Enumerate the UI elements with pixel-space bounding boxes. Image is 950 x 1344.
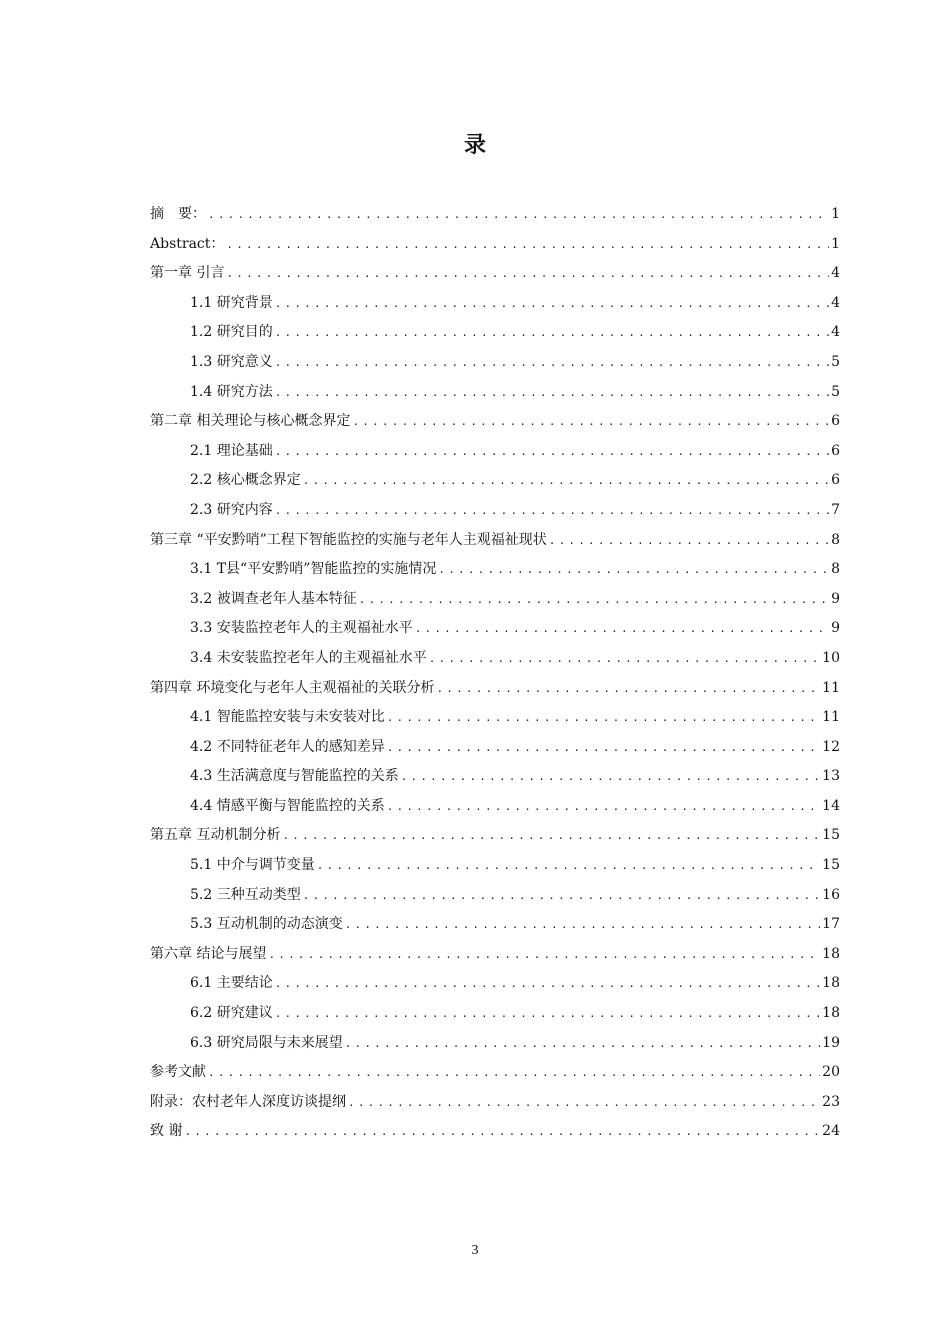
toc-leader-dots <box>415 622 829 635</box>
toc-leader-dots <box>226 238 829 251</box>
toc-entry-page: 8 <box>831 531 840 548</box>
toc-leader-dots <box>387 800 820 813</box>
toc-entry-label: 摘 要： <box>150 206 206 222</box>
page-number: 3 <box>471 1243 479 1258</box>
toc-entry-page: 16 <box>822 886 840 903</box>
toc-entry-label: 第三章 “平安黔哨”工程下智能监控的实施与老年人主观福祉现状 <box>150 531 547 548</box>
toc-entry <box>150 588 840 618</box>
toc-entry-label: Abstract： <box>150 235 225 252</box>
toc-entry-page: 5 <box>831 353 840 370</box>
toc-entry <box>150 233 840 263</box>
toc-entry-label: 1.3 研究意义 <box>190 353 273 370</box>
toc-entry-page: 18 <box>822 1005 840 1022</box>
toc-entry <box>150 884 840 914</box>
toc-entry-label: 2.1 理论基础 <box>190 442 273 459</box>
toc-leader-dots <box>348 1096 820 1109</box>
toc-leader-dots <box>401 770 820 783</box>
toc-entry-label: 2.2 核心概念界定 <box>190 472 301 489</box>
toc-entry-label: 4.3 生活满意度与智能监控的关系 <box>190 768 399 785</box>
toc-entry-label: 2.3 研究内容 <box>190 501 273 518</box>
toc-entry-label: 4.2 不同特征老年人的感知差异 <box>190 738 385 755</box>
toc-entry <box>150 1091 840 1121</box>
toc-entry-page: 8 <box>831 561 840 578</box>
toc-entry-page: 11 <box>822 679 840 696</box>
toc-leader-dots <box>275 1007 820 1020</box>
toc-entry-label: 第六章 结论与展望 <box>150 945 267 962</box>
toc-entry <box>150 381 840 411</box>
toc-leader-dots <box>275 356 829 369</box>
toc-leader-dots <box>429 652 820 665</box>
toc-entry-page: 12 <box>822 738 840 755</box>
toc-entry-label: 参考文献 <box>150 1064 206 1081</box>
toc-leader-dots <box>226 267 829 280</box>
toc-entry <box>150 321 840 351</box>
toc-entry-page: 15 <box>822 857 840 874</box>
toc-entry-page: 19 <box>822 1034 840 1051</box>
toc-leader-dots <box>208 1066 820 1079</box>
toc-entry <box>150 1061 840 1091</box>
toc-entry <box>150 972 840 1002</box>
toc-leader-dots <box>317 859 820 872</box>
toc-entry-page: 10 <box>822 649 840 666</box>
toc-entry-label: 第五章 互动机制分析 <box>150 827 281 844</box>
toc-entry <box>150 706 840 736</box>
toc-leader-dots <box>275 977 820 990</box>
toc-entry-label: 6.2 研究建议 <box>190 1005 273 1022</box>
toc-leader-dots <box>345 918 820 931</box>
toc-leader-dots <box>303 889 820 902</box>
toc-entry <box>150 854 840 884</box>
page-title: 录 <box>463 133 486 158</box>
toc-entry-label: 第四章 环境变化与老年人主观福祉的关联分析 <box>150 679 435 696</box>
toc-entry-page: 6 <box>831 413 840 430</box>
toc-leader-dots <box>345 1037 820 1050</box>
toc-leader-dots <box>275 445 829 458</box>
toc-leader-dots <box>436 682 820 695</box>
toc-entry <box>150 617 840 647</box>
toc-entry-label: 3.2 被调查老年人基本特征 <box>190 590 357 607</box>
toc-entry <box>150 499 840 529</box>
toc-entry <box>150 824 840 854</box>
toc-entry <box>150 351 840 381</box>
toc-entry <box>150 677 840 707</box>
toc-entry-label: 3.3 安装监控老年人的主观福祉水平 <box>190 620 413 637</box>
toc-entry <box>150 203 840 233</box>
toc-entry-label: 6.1 主要结论 <box>190 975 273 992</box>
toc-entry-page: 15 <box>822 827 840 844</box>
toc-entry <box>150 529 840 559</box>
toc-entry <box>150 795 840 825</box>
toc-entry <box>150 1002 840 1032</box>
toc-leader-dots <box>352 415 829 428</box>
toc-leader-dots <box>438 563 829 576</box>
toc-entry <box>150 558 840 588</box>
toc-entry <box>150 913 840 943</box>
toc-entry-page: 9 <box>831 590 840 607</box>
toc-leader-dots <box>387 741 820 754</box>
toc-entry-label: 1.4 研究方法 <box>190 383 273 400</box>
toc-leader-dots <box>275 326 829 339</box>
toc-entry-page: 18 <box>822 945 840 962</box>
toc-entry-label: 3.4 未安装监控老年人的主观福祉水平 <box>190 649 427 666</box>
toc-entry-page: 9 <box>831 620 840 637</box>
toc-leader-dots <box>303 474 829 487</box>
toc-leader-dots <box>208 208 829 221</box>
toc-entry-page: 18 <box>822 975 840 992</box>
toc-leader-dots <box>268 948 820 961</box>
toc-entry-page: 14 <box>822 797 840 814</box>
toc-leader-dots <box>359 593 829 606</box>
toc-entry-label: 第一章 引言 <box>150 265 225 282</box>
toc-entry <box>150 469 840 499</box>
toc-leader-dots <box>387 711 820 724</box>
toc-entry-label: 第二章 相关理论与核心概念界定 <box>150 413 351 430</box>
toc-entry <box>150 410 840 440</box>
toc-entry-page: 6 <box>831 472 840 489</box>
toc-entry <box>150 1120 840 1150</box>
toc-entry-page: 20 <box>822 1064 840 1081</box>
toc-entry-label: 致 谢 <box>150 1123 183 1140</box>
toc-leader-dots <box>275 504 829 517</box>
toc-entry-label: 5.2 三种互动类型 <box>190 886 301 903</box>
toc-entry <box>150 943 840 973</box>
toc-entry-page: 23 <box>822 1093 840 1110</box>
toc-entry-page: 1 <box>831 235 840 252</box>
toc-entry <box>150 647 840 677</box>
toc-entry <box>150 736 840 766</box>
toc-entry-page: 4 <box>831 294 840 311</box>
table-of-contents <box>150 203 840 1150</box>
toc-entry-label: 5.1 中介与调节变量 <box>190 857 315 874</box>
toc-entry-page: 7 <box>831 501 840 518</box>
toc-entry <box>150 262 840 292</box>
toc-entry-page: 13 <box>822 768 840 785</box>
toc-entry <box>150 765 840 795</box>
toc-entry-label: 1.1 研究背景 <box>190 294 273 311</box>
toc-leader-dots <box>275 297 829 310</box>
toc-entry-page: 5 <box>831 383 840 400</box>
toc-leader-dots <box>184 1125 820 1138</box>
toc-entry-page: 1 <box>831 206 840 222</box>
toc-entry-page: 24 <box>822 1123 840 1140</box>
toc-entry-label: 6.3 研究局限与未来展望 <box>190 1034 343 1051</box>
toc-entry-page: 4 <box>831 324 840 341</box>
toc-entry-page: 4 <box>831 265 840 282</box>
toc-leader-dots <box>282 829 820 842</box>
toc-entry-label: 4.4 情感平衡与智能监控的关系 <box>190 797 385 814</box>
toc-entry-label: 附录：农村老年人深度访谈提纲 <box>150 1093 346 1110</box>
toc-entry <box>150 1032 840 1062</box>
toc-entry-label: 1.2 研究目的 <box>190 324 273 341</box>
toc-entry-page: 11 <box>822 709 840 726</box>
toc-leader-dots <box>549 534 829 547</box>
toc-entry-page: 17 <box>822 916 840 933</box>
toc-entry-label: 5.3 互动机制的动态演变 <box>190 916 343 933</box>
toc-entry <box>150 440 840 470</box>
toc-entry-page: 6 <box>831 442 840 459</box>
toc-leader-dots <box>275 386 829 399</box>
toc-entry <box>150 292 840 322</box>
toc-entry-label: 4.1 智能监控安装与未安装对比 <box>190 709 385 726</box>
toc-entry-label: 3.1 T县“平安黔哨”智能监控的实施情况 <box>190 561 437 578</box>
